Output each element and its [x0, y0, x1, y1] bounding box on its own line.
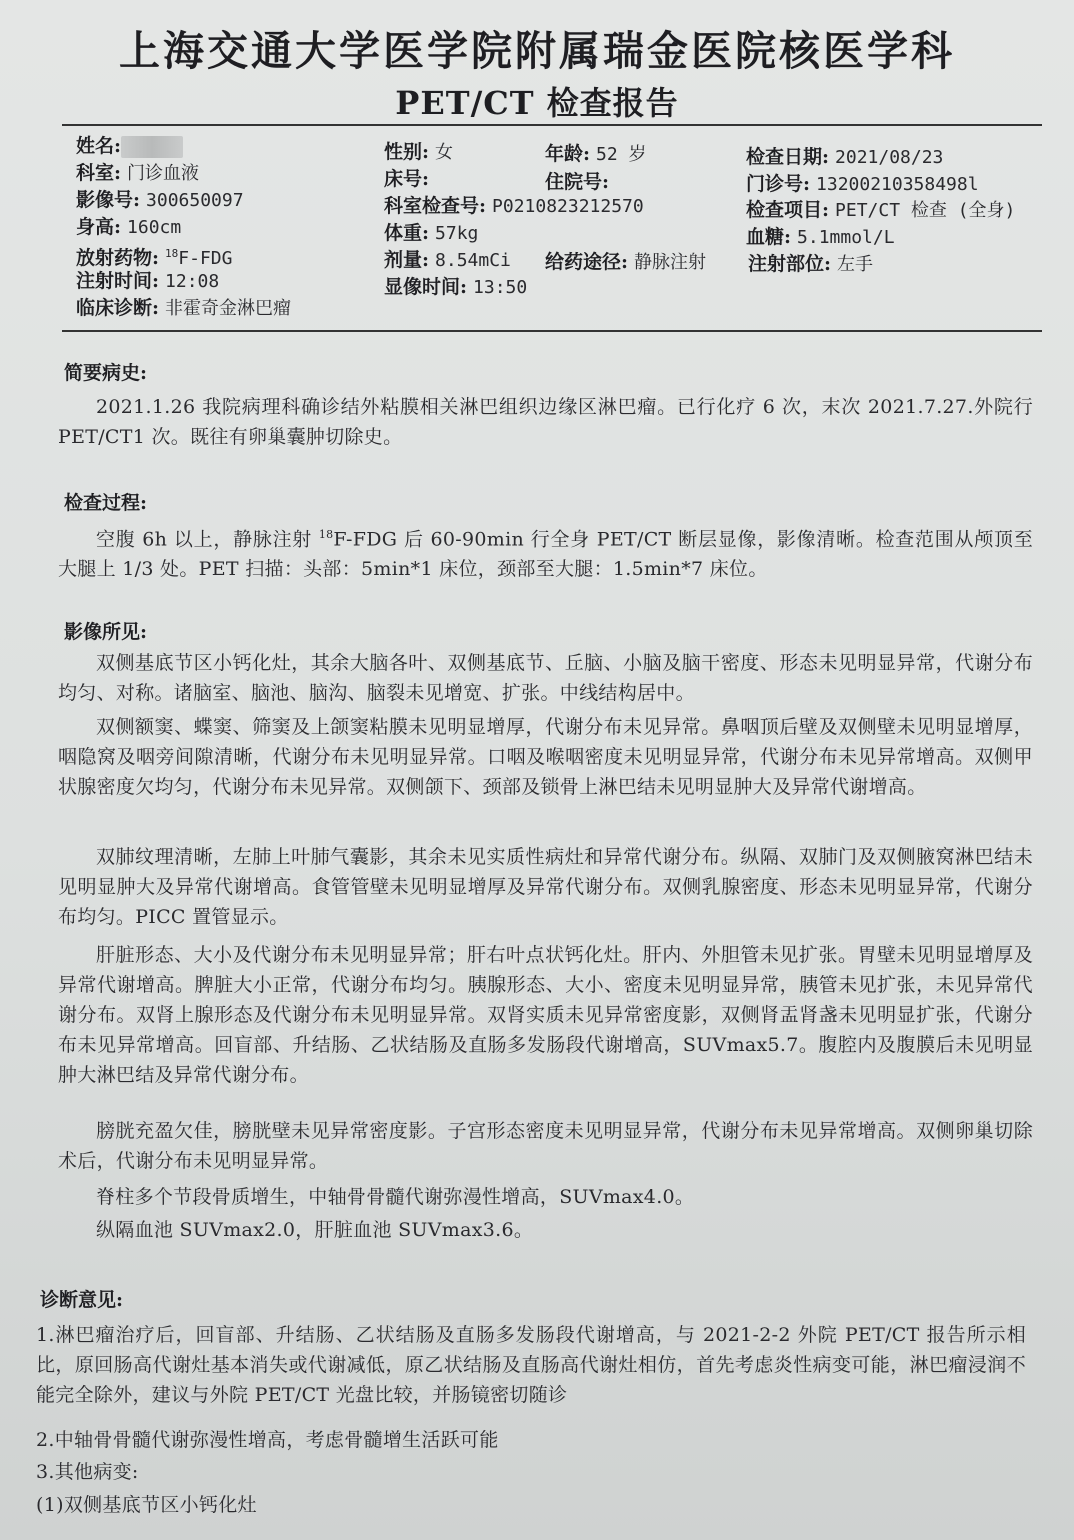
conclusion-item: 1.淋巴瘤治疗后，回盲部、升结肠、乙状结肠及直肠多发肠段代谢增高，与 2021-2-2 外院 PET/CT 报告所示相比，原回肠高代谢灶基本消失或代谢减低，原乙状结肠及直肠高代谢灶相仿，首先考虑炎性病变可能，淋巴瘤浸润不能完全除外，建议与外院 PET/CT 光盘比较，并肠镜密切随诊 [36, 1324, 1026, 1406]
conclusion-item: 3.其他病变: [36, 1461, 139, 1483]
admission-field: 住院号: [545, 171, 610, 193]
findings-paragraph: 纵隔血池 SUVmax2.0，肝脏血池 SUVmax3.6。 [96, 1219, 534, 1241]
exam-item-field: 检查项目: PET/CT 检查 (全身) [746, 199, 1016, 221]
name-field: 姓名: [76, 134, 183, 158]
procedure-heading: 检查过程: [64, 492, 148, 514]
height-field: 身高: 160cm [76, 216, 182, 238]
findings-paragraph: 肝脏形态、大小及代谢分布未见明显异常；肝右叶点状钙化灶。肝内、外胆管未见扩张。胃壁未见明显增厚及异常代谢增高。脾脏大小正常，代谢分布均匀。胰腺形态、大小、密度未见明显异常，胰管未见扩张，未见异常代谢分布。双肾上腺形态及代谢分布未见明显异常。双肾实质未见异常密度影，双侧肾盂肾盏未见明显扩张，代谢分布未见异常增高。回盲部、升结肠、乙状结肠及直肠多发肠段代谢增高，SUVmax5.7。腹腔内及腹膜后未见明显肿大淋巴结及异常代谢分布。 [58, 944, 1033, 1086]
conclusion-item: 2.中轴骨骨髓代谢弥漫性增高，考虑骨髓增生活跃可能 [36, 1429, 499, 1451]
report-title: PET/CT 检查报告 [395, 84, 679, 122]
info-divider [62, 330, 1042, 332]
exam-date-field: 检查日期: 2021/08/23 [746, 146, 944, 168]
dose-field: 剂量: 8.54mCi [384, 249, 511, 271]
clinical-diagnosis-field: 临床诊断: 非霍奇金淋巴瘤 [76, 297, 292, 319]
imaging-time-field: 显像时间: 13:50 [384, 276, 528, 298]
header-divider [62, 124, 1042, 126]
drug-field: 放射药物: $^{18}$F-FDG [76, 247, 233, 269]
weight-field: 体重: 57kg [384, 222, 479, 244]
dept-exam-no-field: 科室检查号: P0210823212570 [384, 195, 644, 217]
procedure-text: 空腹 6h 以上，静脉注射 $^{18}$F-FDG 后 60-90min 行全身 PET/CT 断层显像，影像清晰。检查范围从颅顶至大腿上 1/3 处。PET 扫描：头部：5min*1 床位，颈部至大腿：1.5min*7 床位。 [58, 528, 1033, 581]
outpatient-field: 门诊号: 13200210358498l [746, 173, 979, 195]
hospital-title: 上海交通大学医学院附属瑞金医院核医学科 [119, 27, 955, 75]
dept-field: 科室: 门诊血液 [76, 162, 200, 184]
conclusion-heading: 诊断意见: [40, 1289, 124, 1311]
route-field: 给药途径: 静脉注射 [545, 251, 707, 273]
image-no-field: 影像号: 300650097 [76, 189, 244, 211]
findings-paragraph: 双肺纹理清晰，左肺上叶肺气囊影，其余未见实质性病灶和异常代谢分布。纵隔、双肺门及双侧腋窝淋巴结未见明显肿大及异常代谢增高。食管管壁未见明显增厚及异常代谢分布。双侧乳腺密度、形态未见明显异常，代谢分布均匀。PICC 置管显示。 [58, 846, 1033, 928]
bed-field: 床号: [384, 168, 430, 190]
findings-paragraph: 脊柱多个节段骨质增生，中轴骨骨髓代谢弥漫性增高，SUVmax4.0。 [96, 1186, 695, 1208]
findings-heading: 影像所见: [64, 621, 148, 643]
findings-paragraph: 双侧基底节区小钙化灶，其余大脑各叶、双侧基底节、丘脑、小脑及脑干密度、形态未见明显异常，代谢分布均匀、对称。诸脑室、脑池、脑沟、脑裂未见增宽、扩张。中线结构居中。 [58, 652, 1033, 704]
glucose-field: 血糖: 5.1mmol/L [746, 226, 895, 248]
age-field: 年龄: 52 岁 [545, 143, 647, 165]
gender-field: 性别: 女 [384, 141, 454, 163]
inject-time-field: 注射时间: 12:08 [76, 270, 220, 292]
findings-paragraph: 双侧额窦、蝶窦、筛窦及上颌窦粘膜未见明显增厚，代谢分布未见异常。鼻咽顶后壁及双侧壁未见明显增厚，咽隐窝及咽旁间隙清晰，代谢分布未见明显异常。口咽及喉咽密度未见明显异常，代谢分布未见异常增高。双侧甲状腺密度欠均匀，代谢分布未见异常。双侧颌下、颈部及锁骨上淋巴结未见明显肿大及异常代谢增高。 [58, 716, 1033, 798]
history-text: 2021.1.26 我院病理科确诊结外粘膜相关淋巴组织边缘区淋巴瘤。已行化疗 6 次，末次 2021.7.27.外院行 PET/CT1 次。既往有卵巢囊肿切除史。 [58, 396, 1033, 448]
site-field: 注射部位: 左手 [748, 253, 874, 275]
redacted-name [121, 136, 183, 158]
history-heading: 简要病史: [64, 362, 148, 384]
findings-paragraph: 膀胱充盈欠佳，膀胱壁未见异常密度影。子宫形态密度未见明显异常，代谢分布未见异常增高。双侧卵巢切除术后，代谢分布未见明显异常。 [58, 1120, 1033, 1172]
conclusion-item: (1)双侧基底节区小钙化灶 [36, 1494, 257, 1516]
